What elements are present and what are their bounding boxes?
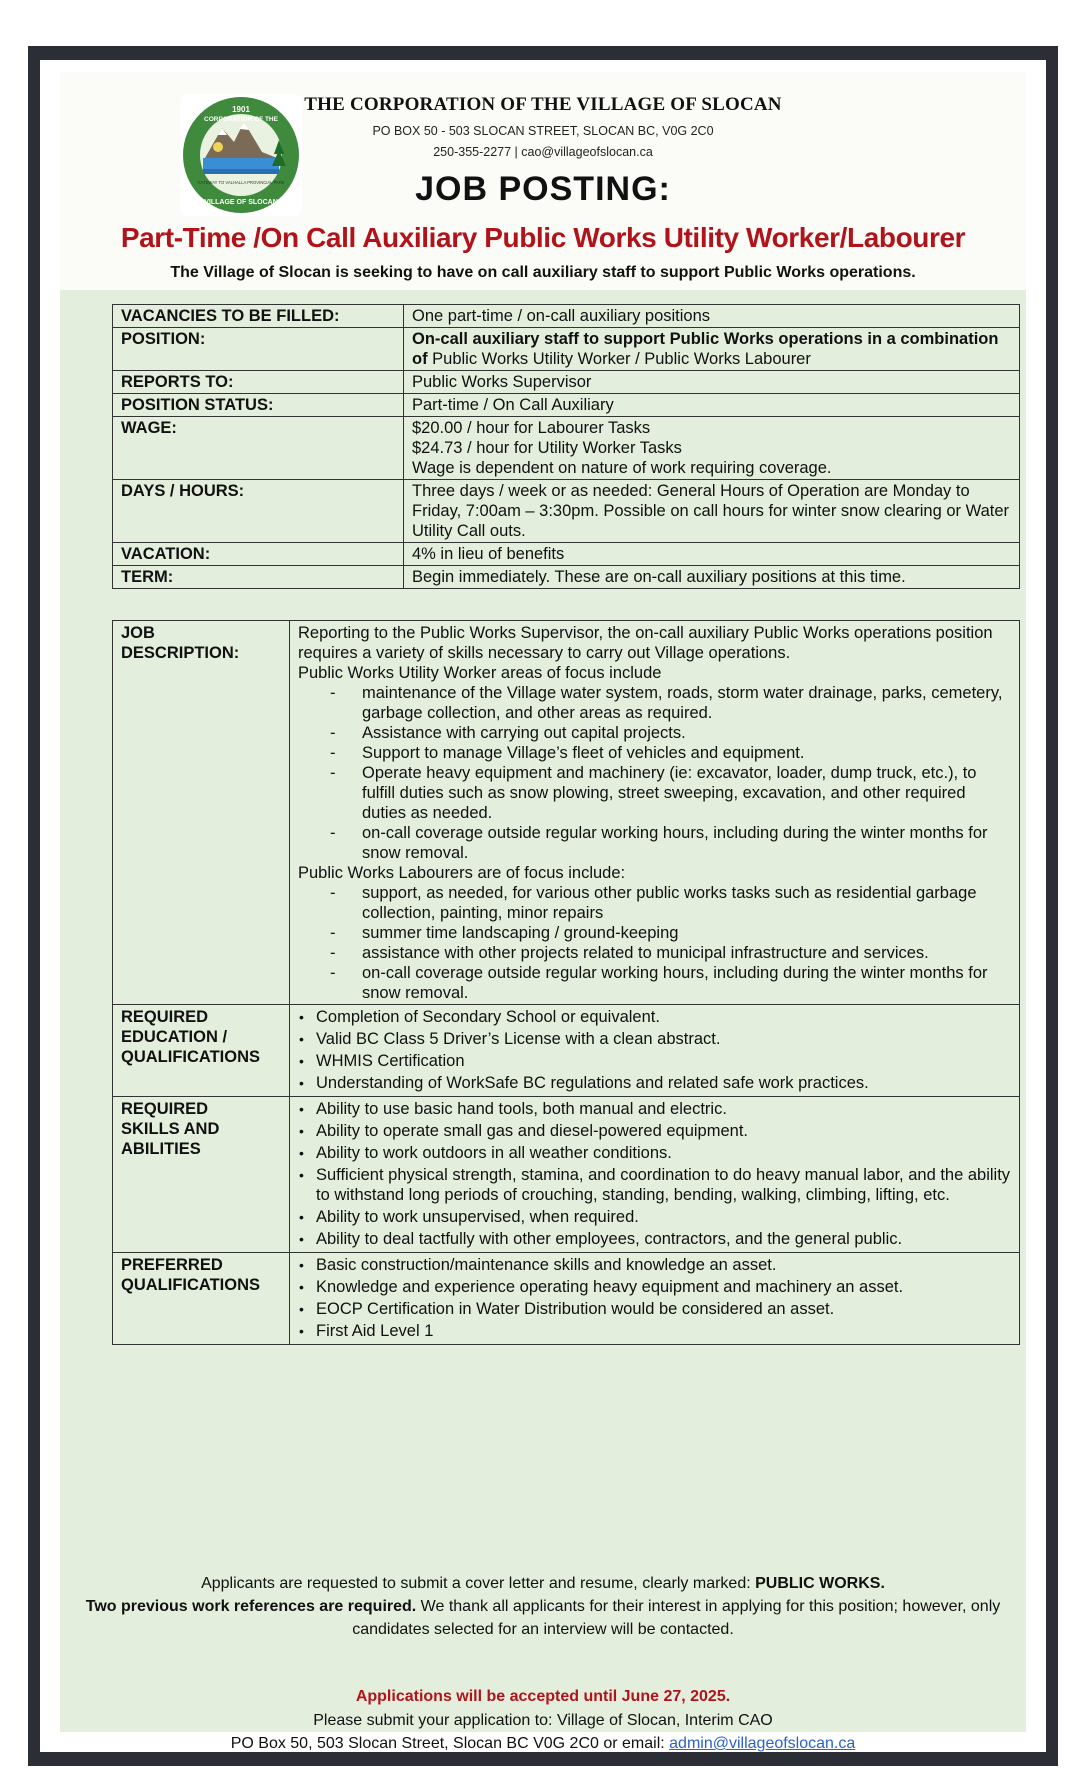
job-posting-heading: JOB POSTING: [415,170,671,208]
value-line: Begin immediately. These are on-call auxiliary positions at this time. [412,568,906,586]
instructions-text: Applicants are requested to submit a cover letter and resume, clearly marked: [201,1575,756,1592]
item-text: WHMIS Certification [316,1052,465,1070]
education-list [298,1007,1013,1093]
utility-list [298,683,1013,863]
table-row [113,371,1020,394]
bullet-marker: • [299,1323,304,1339]
label-line: SKILLS AND [121,1120,220,1138]
value-line: One part-time / on-call auxiliary positions [412,307,711,325]
list-item [298,763,1013,823]
list-item [298,923,1013,943]
item-text: support, as needed, for various other public works tasks such as residential garbage collection, painting, minor repairs [362,884,977,922]
row-label: POSITION: [113,328,404,371]
row-label: WAGE: [113,417,404,480]
item-text: EOCP Certification in Water Distribution would be considered an asset. [316,1300,835,1318]
logo-top-text: CORPORATION OF THE [204,116,278,123]
row-value [404,566,1020,589]
item-text: First Aid Level 1 [316,1322,434,1340]
preferred-list [298,1255,1013,1341]
item-text: on-call coverage outside regular working hours, including during the winter months for snow removal. [362,824,988,862]
item-text: Valid BC Class 5 Driver’s License with a clean abstract. [316,1030,721,1048]
row-value [404,328,1020,371]
summary-table [112,304,1020,589]
value-line: 4% in lieu of benefits [412,545,565,563]
item-text: Ability to operate small gas and diesel-powered equipment. [316,1122,748,1140]
list-item [298,683,1013,723]
table-row [113,305,1020,328]
list-item [298,1121,1013,1141]
skills-list [298,1099,1013,1249]
application-instructions [60,1572,1026,1595]
item-text: summer time landscaping / ground-keeping [362,924,679,942]
labourer-heading: Public Works Labourers are of focus include: [298,864,626,882]
list-item [298,1207,1013,1227]
list-item [298,883,1013,923]
page [40,60,1046,1752]
row-label: POSITION STATUS: [113,394,404,417]
posting-panel [60,72,1026,1752]
table-row [113,417,1020,480]
row-value [404,417,1020,480]
dash-marker: - [330,764,336,782]
item-text: on-call coverage outside regular working hours, including during the winter months for snow removal. [362,964,988,1002]
bullet-marker: • [299,1101,304,1117]
item-text: Basic construction/maintenance skills and knowledge an asset. [316,1256,777,1274]
item-text: Ability to use basic hand tools, both manual and electric. [316,1100,727,1118]
preferred-content [290,1253,1020,1345]
dash-marker: - [330,744,336,762]
list-item [298,943,1013,963]
references-note [60,1595,1026,1641]
position-normal-text: Public Works Utility Worker / Public Works Labourer [427,350,811,368]
list-item [298,743,1013,763]
dash-marker: - [330,944,336,962]
value-line: $24.73 / hour for Utility Worker Tasks [412,439,682,457]
item-text: Ability to work unsupervised, when required. [316,1208,639,1226]
label-line: QUALIFICATIONS [121,1276,261,1294]
table-row [113,328,1020,371]
value-line: Wage is dependent on nature of work requiring coverage. [412,459,832,477]
application-deadline: Applications will be accepted until June 27, 2025. [355,1688,731,1705]
row-label: DAYS / HOURS: [113,480,404,543]
table-row [113,543,1020,566]
submit-to-line: Please submit your application to: Village of Slocan, Interim CAO [313,1712,773,1729]
bullet-marker: • [299,1075,304,1091]
logo-middle-text: GATEWAY TO VALHALLA PROVINCIAL PARK [197,180,285,185]
item-text: Completion of Secondary School or equivalent. [316,1008,660,1026]
item-text: maintenance of the Village water system, roads, storm water drainage, parks, cemetery, garbage collection, and other areas as required. [362,684,1003,722]
section-label [113,1097,290,1253]
item-text: Knowledge and experience operating heavy equipment and machinery an asset. [316,1278,904,1296]
instructions-marking: PUBLIC WORKS. [755,1575,885,1592]
bullet-marker: • [299,1123,304,1139]
item-text: assistance with other projects related to municipal infrastructure and services. [362,944,929,962]
bullet-marker: • [299,1301,304,1317]
list-item [298,1165,1013,1205]
section-label [113,621,290,1005]
list-item [298,1051,1013,1071]
description-intro: Reporting to the Public Works Supervisor, the on-call auxiliary Public Works operations position requires a variety of skills necessary to carry out Village operations. [298,624,993,662]
bullet-marker: • [299,1053,304,1069]
list-item [298,1299,1013,1319]
job-description-content [290,621,1020,1005]
job-title: Part-Time /On Call Auxiliary Public Works Utility Worker/Labourer [120,222,966,253]
item-text: Ability to work outdoors in all weather conditions. [316,1144,672,1162]
list-item [298,1255,1013,1275]
intro-statement: The Village of Slocan is seeking to have on call auxiliary staff to support Public Works operations. [170,264,916,281]
dash-marker: - [330,964,336,982]
logo-year: 1901 [232,105,250,114]
list-item [298,1029,1013,1049]
row-label: VACATION: [113,543,404,566]
label-line: REQUIRED [121,1008,209,1026]
item-text: Support to manage Village’s fleet of vehicles and equipment. [362,744,805,762]
bullet-marker: • [299,1231,304,1247]
item-text: Operate heavy equipment and machinery (ie: excavator, loader, dump truck, etc.), to fulfill duties such as snow plowing, street sweeping, excavation, and other required duties as needed. [362,764,977,822]
table-row [113,1253,1020,1345]
submit-address-text: PO Box 50, 503 Slocan Street, Slocan BC V0G 2C0 or email: [230,1735,670,1752]
logo-bottom-text: VILLAGE OF SLOCAN [204,199,278,206]
label-line: JOB [121,624,155,642]
row-value [404,371,1020,394]
list-item [298,963,1013,1003]
item-text: Sufficient physical strength, stamina, and coordination to do heavy manual labor, and the ability to withstand long periods of crouching, standing, bending, walking, climbing, lifting, etc. [316,1166,1011,1204]
references-required: Two previous work references are required. [85,1598,417,1615]
table-row [113,1097,1020,1253]
bullet-marker: • [299,1257,304,1273]
email-link[interactable]: admin@villageofslocan.ca [669,1735,856,1752]
skills-content [290,1097,1020,1253]
section-label [113,1253,290,1345]
list-item [298,1073,1013,1093]
details-table [112,620,1020,1345]
list-item [298,1229,1013,1249]
dash-marker: - [330,924,336,942]
section-label [113,1005,290,1097]
list-item [298,723,1013,743]
bullet-marker: • [299,1145,304,1161]
page-frame [28,46,1058,1766]
table-row [113,1005,1020,1097]
references-text: We thank all applicants for their interest in applying for this position; however, only candidates selected for an interview will be contacted. [352,1598,1001,1638]
list-item [298,1099,1013,1119]
row-label: REPORTS TO: [113,371,404,394]
list-item [298,823,1013,863]
row-value [404,305,1020,328]
value-line: Three days / week or as needed: General Hours of Operation are Monday to Friday, 7:00am – 3:30pm. Possible on call hours for winter snow clearing or Water Utility Call outs. [412,482,1010,540]
dash-marker: - [330,824,336,842]
organization-name: THE CORPORATION OF THE VILLAGE OF SLOCAN [304,94,782,115]
table-row [113,480,1020,543]
table-row [113,394,1020,417]
bullet-marker: • [299,1031,304,1047]
value-line: $20.00 / hour for Labourer Tasks [412,419,651,437]
label-line: QUALIFICATIONS [121,1048,261,1066]
label-line: EDUCATION / [121,1028,228,1046]
labourer-list [298,883,1013,1003]
row-value [404,394,1020,417]
item-text: Ability to deal tactfully with other employees, contractors, and the general public. [316,1230,903,1248]
row-value [404,543,1020,566]
row-label: VACANCIES TO BE FILLED: [113,305,404,328]
item-text: Understanding of WorkSafe BC regulations and related safe work practices. [316,1074,869,1092]
bullet-marker: • [299,1209,304,1225]
value-line: Public Works Supervisor [412,373,592,391]
row-value [404,480,1020,543]
label-line: DESCRIPTION: [121,644,240,662]
item-text: Assistance with carrying out capital projects. [362,724,686,742]
dash-marker: - [330,724,336,742]
value-line: Part-time / On Call Auxiliary [412,396,614,414]
dash-marker: - [330,684,336,702]
label-line: ABILITIES [121,1140,201,1158]
label-line: PREFERRED [121,1256,223,1274]
table-row [113,621,1020,1005]
list-item [298,1007,1013,1027]
organization-contact: 250-355-2277 | cao@villageofslocan.ca [433,145,653,159]
organization-address: PO BOX 50 - 503 SLOCAN STREET, SLOCAN BC, V0G 2C0 [372,124,714,138]
label-line: REQUIRED [121,1100,209,1118]
bullet-marker: • [299,1279,304,1295]
row-label: TERM: [113,566,404,589]
bullet-marker: • [299,1009,304,1025]
position-bold-text: On-call auxiliary staff to support Public Works operations in a combination of [412,330,999,368]
submit-address-line [60,1735,1026,1753]
education-content [290,1005,1020,1097]
utility-heading: Public Works Utility Worker areas of focus include [298,664,662,682]
bullet-marker: • [299,1167,304,1183]
list-item [298,1321,1013,1341]
dash-marker: - [330,884,336,902]
list-item [298,1277,1013,1297]
list-item [298,1143,1013,1163]
table-row [113,566,1020,589]
